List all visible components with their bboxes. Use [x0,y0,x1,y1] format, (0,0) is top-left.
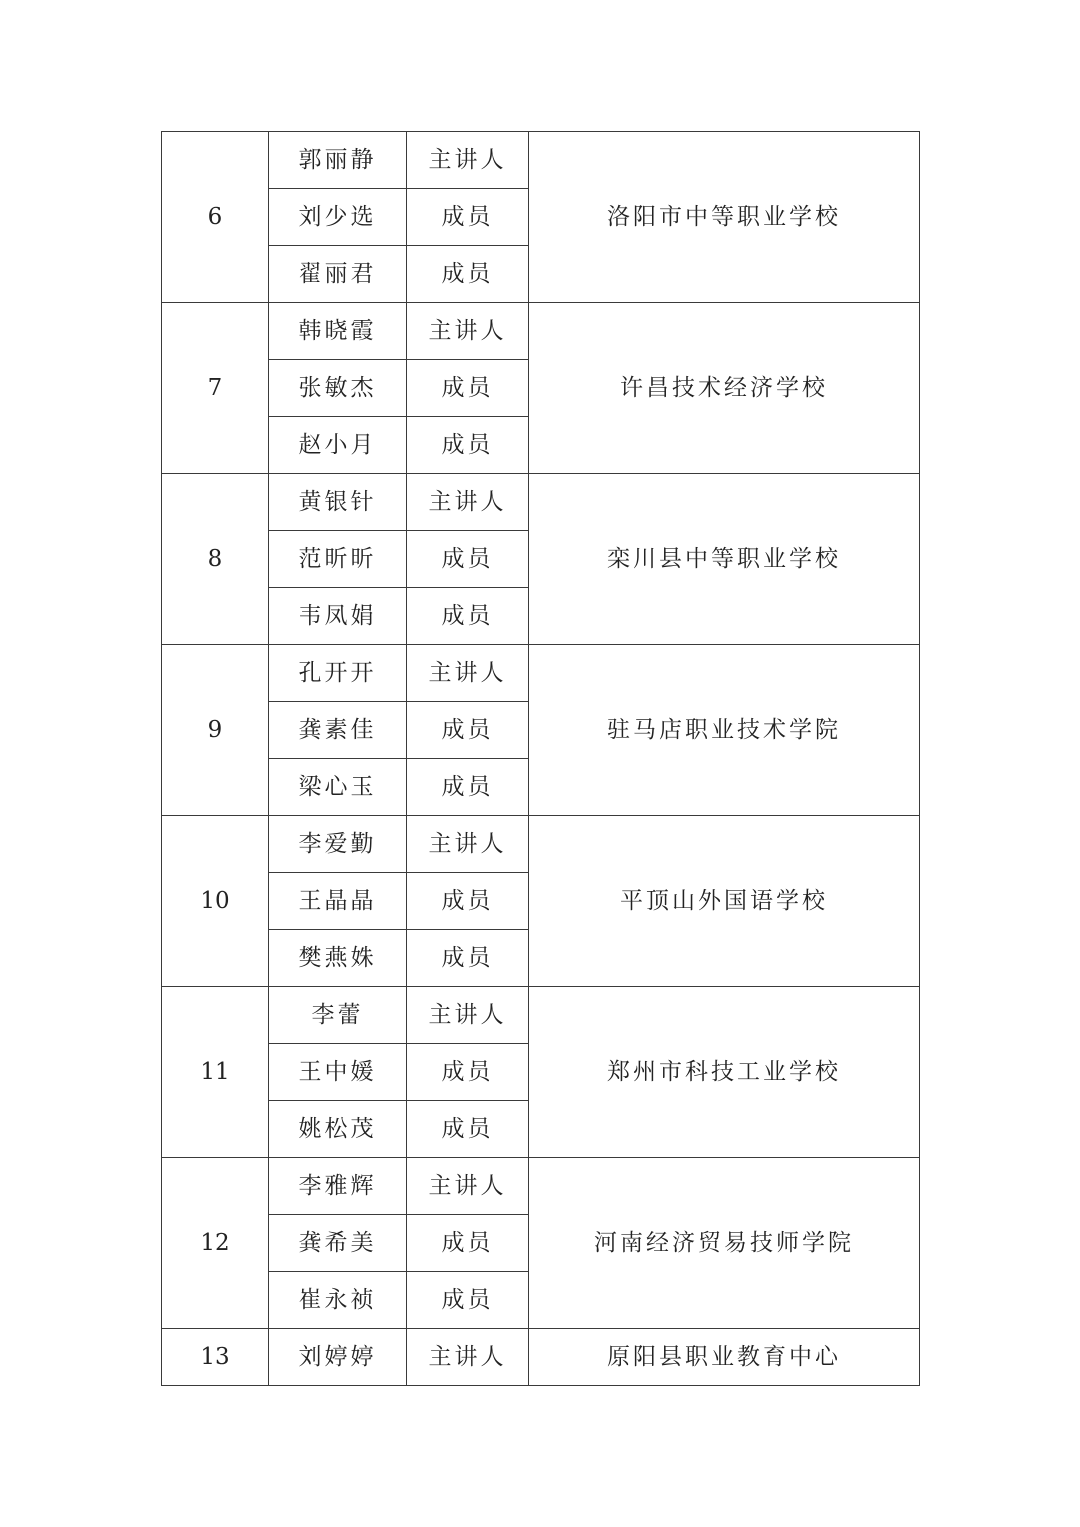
table-row [162,645,920,702]
member-role-cell: 成员 [407,930,529,987]
table-row [162,987,920,1044]
school-name-cell: 平顶山外国语学校 [529,816,920,987]
table-row [162,1158,920,1215]
group-number-cell: 10 [162,816,269,987]
group-number-cell: 7 [162,303,269,474]
member-role-cell: 成员 [407,873,529,930]
member-role-cell: 成员 [407,531,529,588]
member-name-cell: 张敏杰 [269,360,407,417]
school-name-cell: 洛阳市中等职业学校 [529,132,920,303]
member-name-cell: 樊燕姝 [269,930,407,987]
group-number-cell: 12 [162,1158,269,1329]
table-row [162,1329,920,1386]
member-role-cell: 主讲人 [407,303,529,360]
member-name-cell: 孔开开 [269,645,407,702]
member-role-cell: 成员 [407,246,529,303]
member-role-cell: 主讲人 [407,474,529,531]
member-name-cell: 刘少选 [269,189,407,246]
member-role-cell: 成员 [407,1044,529,1101]
member-name-cell: 龚素佳 [269,702,407,759]
table-row [162,132,920,189]
group-number-cell: 6 [162,132,269,303]
member-name-cell: 赵小月 [269,417,407,474]
group-number-cell: 8 [162,474,269,645]
member-role-cell: 主讲人 [407,645,529,702]
member-name-cell: 王中媛 [269,1044,407,1101]
table-row [162,303,920,360]
member-name-cell: 李蕾 [269,987,407,1044]
member-name-cell: 李爱勤 [269,816,407,873]
member-name-cell: 翟丽君 [269,246,407,303]
member-name-cell: 王晶晶 [269,873,407,930]
member-role-cell: 成员 [407,1101,529,1158]
member-name-cell: 崔永祯 [269,1272,407,1329]
member-role-cell: 成员 [407,759,529,816]
member-role-cell: 成员 [407,702,529,759]
member-role-cell: 成员 [407,360,529,417]
member-name-cell: 梁心玉 [269,759,407,816]
member-name-cell: 刘婷婷 [269,1329,407,1386]
group-number-cell: 13 [162,1329,269,1386]
member-name-cell: 李雅辉 [269,1158,407,1215]
member-name-cell: 范昕昕 [269,531,407,588]
table-row [162,816,920,873]
school-name-cell: 郑州市科技工业学校 [529,987,920,1158]
school-name-cell: 驻马店职业技术学院 [529,645,920,816]
member-role-cell: 主讲人 [407,987,529,1044]
roster-table [161,131,920,1386]
member-role-cell: 成员 [407,588,529,645]
roster-table-body [162,132,920,1386]
member-role-cell: 主讲人 [407,1158,529,1215]
member-role-cell: 成员 [407,417,529,474]
group-number-cell: 9 [162,645,269,816]
school-name-cell: 河南经济贸易技师学院 [529,1158,920,1329]
member-role-cell: 主讲人 [407,1329,529,1386]
member-role-cell: 成员 [407,1215,529,1272]
school-name-cell: 栾川县中等职业学校 [529,474,920,645]
member-name-cell: 韩晓霞 [269,303,407,360]
table-row [162,474,920,531]
member-name-cell: 龚希美 [269,1215,407,1272]
member-name-cell: 韦凤娟 [269,588,407,645]
member-name-cell: 郭丽静 [269,132,407,189]
school-name-cell: 许昌技术经济学校 [529,303,920,474]
member-role-cell: 成员 [407,1272,529,1329]
member-name-cell: 姚松茂 [269,1101,407,1158]
group-number-cell: 11 [162,987,269,1158]
member-role-cell: 主讲人 [407,816,529,873]
member-role-cell: 主讲人 [407,132,529,189]
school-name-cell: 原阳县职业教育中心 [529,1329,920,1386]
member-name-cell: 黄银针 [269,474,407,531]
member-role-cell: 成员 [407,189,529,246]
